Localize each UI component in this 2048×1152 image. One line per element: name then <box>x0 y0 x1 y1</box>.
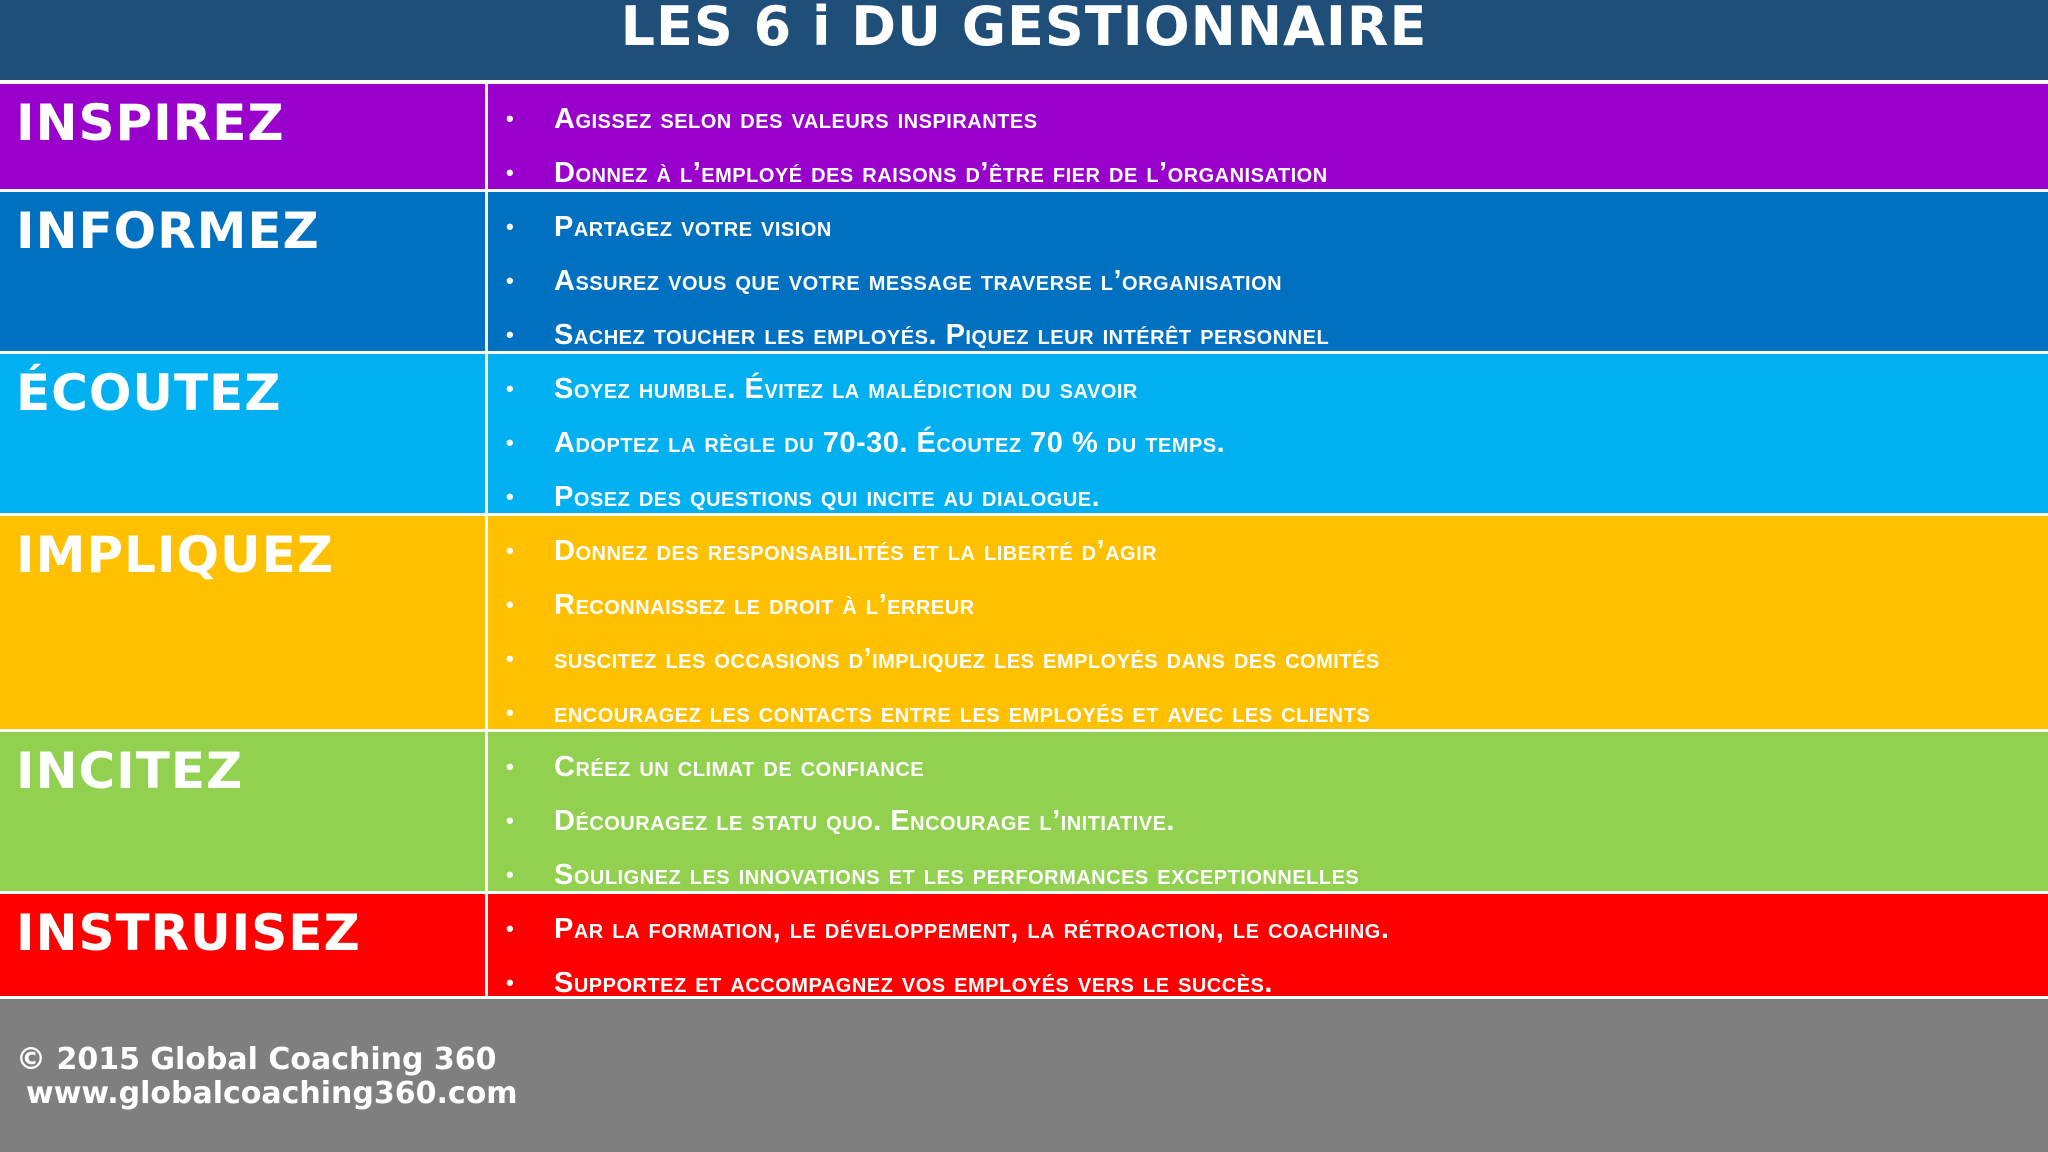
bullet-icon: • <box>506 322 515 347</box>
bullet-list <box>488 902 2048 1010</box>
footer <box>0 1040 2048 1152</box>
bullet-list <box>488 740 2048 902</box>
row-head <box>0 516 488 729</box>
bullet-icon: • <box>506 646 515 671</box>
row-body <box>488 354 2048 513</box>
bullet-item <box>488 632 2048 686</box>
row-title: INFORMEZ <box>16 202 320 260</box>
bullet-text: Soyez humble. Évitez la malédiction du savoir <box>554 372 1138 405</box>
row-body <box>488 732 2048 891</box>
row-body <box>488 516 2048 729</box>
bullet-item <box>488 416 2048 470</box>
row-body <box>488 84 2048 189</box>
row-head <box>0 192 488 351</box>
bullet-icon: • <box>506 268 515 293</box>
row-head <box>0 732 488 891</box>
bullet-item <box>488 578 2048 632</box>
bullet-text: Posez des questions qui incite au dialogue. <box>554 480 1101 513</box>
title-bar <box>0 0 2048 80</box>
bullet-text: Par la formation, le développement, la rétroaction, le coaching. <box>554 912 1390 945</box>
bullet-icon: • <box>506 754 515 779</box>
row-title: IMPLIQUEZ <box>16 526 334 584</box>
page-title: LES 6 i DU GESTIONNAIRE <box>620 0 1428 58</box>
bullet-list <box>488 524 2048 740</box>
bullet-text: Assurez vous que votre message traverse l’organisation <box>554 264 1283 297</box>
bullet-icon: • <box>506 484 515 509</box>
row-inspirez <box>0 84 2048 192</box>
bullet-text: Supportez et accompagnez vos employés vers le succès. <box>554 966 1273 999</box>
bullet-text: Agissez selon des valeurs inspirantes <box>554 102 1038 135</box>
bullet-icon: • <box>506 700 515 725</box>
row-body <box>488 192 2048 351</box>
website-link[interactable]: www.globalcoaching360.com <box>26 1076 518 1111</box>
bullet-text: Donnez à l’employé des raisons d’être fier de l’organisation <box>554 156 1328 189</box>
bullet-text: suscitez les occasions d’impliquez les employés dans des comités <box>554 642 1380 675</box>
bullet-item <box>488 956 2048 1010</box>
bullet-text: Soulignez les innovations et les performances exceptionnelles <box>554 858 1360 891</box>
bullet-icon: • <box>506 430 515 455</box>
row-title: ÉCOUTEZ <box>16 364 282 422</box>
bullet-text: Reconnaissez le droit à l’erreur <box>554 588 975 621</box>
bullet-item <box>488 92 2048 146</box>
row-head <box>0 84 488 189</box>
bullet-text: Donnez des responsabilités et la liberté d’agir <box>554 534 1158 567</box>
row-incitez <box>0 732 2048 894</box>
row-écoutez <box>0 354 2048 516</box>
bullet-item <box>488 200 2048 254</box>
bullet-item <box>488 254 2048 308</box>
bullet-item <box>488 524 2048 578</box>
bullet-icon: • <box>506 862 515 887</box>
bullet-item <box>488 740 2048 794</box>
row-instruisez <box>0 894 2048 999</box>
bullet-item <box>488 362 2048 416</box>
bullet-icon: • <box>506 376 515 401</box>
bullet-text: Partagez votre vision <box>554 210 832 243</box>
bullet-item <box>488 794 2048 848</box>
principles-table <box>0 80 2048 999</box>
bullet-icon: • <box>506 538 515 563</box>
bullet-icon: • <box>506 808 515 833</box>
bullet-list <box>488 362 2048 524</box>
row-informez <box>0 192 2048 354</box>
bullet-icon: • <box>506 592 515 617</box>
copyright-text: © 2015 Global Coaching 360 <box>16 1042 497 1077</box>
row-body <box>488 894 2048 999</box>
bullet-text: Créez un climat de confiance <box>554 750 925 783</box>
row-title: INSTRUISEZ <box>16 904 361 962</box>
bullet-text: Découragez le statu quo. Encourage l’initiative. <box>554 804 1175 837</box>
row-title: INCITEZ <box>16 742 244 800</box>
bullet-icon: • <box>506 160 515 185</box>
bullet-icon: • <box>506 916 515 941</box>
bullet-icon: • <box>506 106 515 131</box>
bullet-list <box>488 92 2048 200</box>
row-head <box>0 894 488 996</box>
bullet-icon: • <box>506 970 515 995</box>
bullet-list <box>488 200 2048 362</box>
row-impliquez <box>0 516 2048 732</box>
bullet-icon: • <box>506 214 515 239</box>
bullet-text: encouragez les contacts entre les employés et avec les clients <box>554 696 1371 729</box>
row-title: INSPIREZ <box>16 94 285 152</box>
bullet-item <box>488 902 2048 956</box>
bullet-text: Adoptez la règle du 70-30. Écoutez 70 % du temps. <box>554 426 1226 459</box>
bullet-text: Sachez toucher les employés. Piquez leur intérêt personnel <box>554 318 1330 351</box>
row-head <box>0 354 488 513</box>
